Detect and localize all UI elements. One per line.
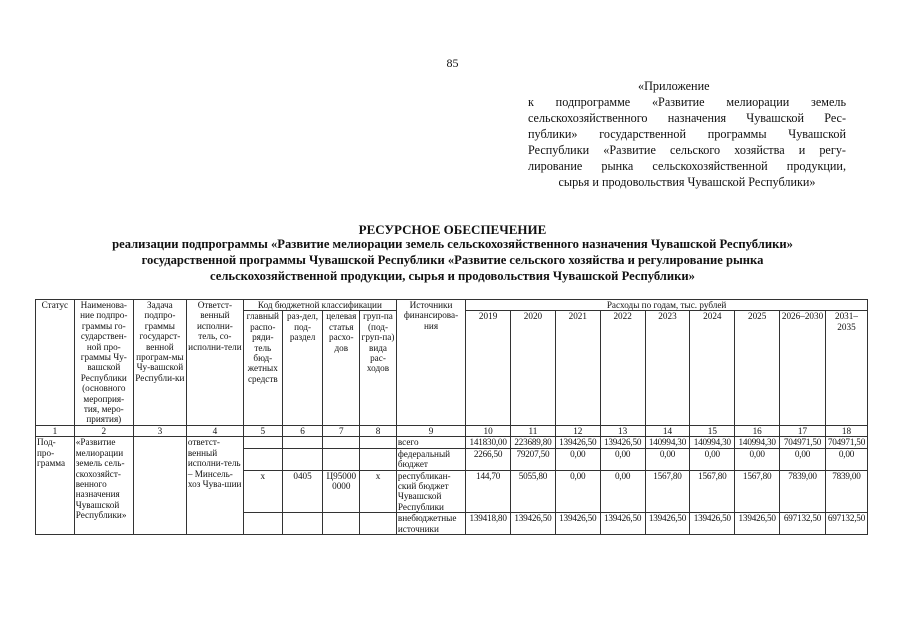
value-cell: 139426,50 [511,513,556,535]
column-number: 13 [600,425,645,436]
value-cell: 139426,50 [555,513,600,535]
code-cell [323,437,360,448]
subtitle-line: сельскохозяйственной продукции, сырья и продовольствия Чувашской Республики» [210,269,695,283]
value-cell: 139426,50 [600,513,645,535]
header-year: 2022 [600,311,645,425]
value-cell: 2266,50 [466,448,511,470]
column-number: 16 [735,425,780,436]
appendix-line: сырья и продовольствия Чувашской Республики» [558,175,816,189]
column-number: 5 [243,425,282,436]
column-number: 10 [466,425,511,436]
code-cell [282,448,323,470]
value-cell: 704971,50 [780,437,826,448]
header-task: Задача подпро-граммы государст-венной програм-мы Чу-вашской Республи-ки [133,300,186,426]
header-sources: Источники финансирова-ния [396,300,465,426]
header-row [36,300,868,311]
header-year: 2019 [466,311,511,425]
header-year: 2020 [511,311,556,425]
value-cell: 139426,50 [645,513,690,535]
appendix-note [528,78,846,190]
value-cell: 139426,50 [690,513,735,535]
value-cell: 1567,80 [735,470,780,513]
appendix-line: лирование рынка сельскохозяйственной продукции, [528,159,846,173]
code-cell [323,513,360,535]
code-cell [360,448,397,470]
column-number: 9 [396,425,465,436]
value-cell: 140994,30 [645,437,690,448]
document-title: РЕСУРСНОЕ ОБЕСПЕЧЕНИЕ [358,222,547,237]
value-cell: 144,70 [466,470,511,513]
appendix-line: Республики «Развитие сельского хозяйства и регу- [528,143,846,157]
source-cell: федеральный бюджет [396,448,465,470]
value-cell: 0,00 [690,448,735,470]
code-cell [282,437,323,448]
value-cell: 697132,50 [825,513,867,535]
column-number: 14 [645,425,690,436]
value-cell: 7839,00 [825,470,867,513]
document-subtitle [40,236,865,284]
code-target-item: Ц95000 0000 [323,470,360,513]
value-cell: 141830,00 [466,437,511,448]
value-cell: 0,00 [735,448,780,470]
header-year: 2026–2030 [780,311,826,425]
code-cell [243,437,282,448]
header-year: 2024 [690,311,735,425]
appendix-line: к подпрограмме «Развитие мелиорации земель [528,95,846,109]
header-year: 2023 [645,311,690,425]
header-name: Наименова-ние подпро-граммы го-сударствен-ной про-граммы Чу-вашской Республики (основного мероприя-тия, меро-приятия) [74,300,133,426]
value-cell: 139418,80 [466,513,511,535]
header-target-item: целевая статья расхо-дов [323,311,360,425]
header-budget-code: Код бюджетной классификации [243,300,396,311]
header-expense-group: груп-па (под-груп-па) вида рас-ходов [360,311,397,425]
value-cell: 0,00 [645,448,690,470]
code-cell [323,448,360,470]
header-expenses: Расходы по годам, тыс. рублей [466,300,868,311]
column-number: 18 [825,425,867,436]
code-cell [243,448,282,470]
column-number: 3 [133,425,186,436]
value-cell: 139426,50 [600,437,645,448]
header-year: 2031–2035 [825,311,867,425]
header-responsible: Ответст-венный исполни-тель, со-исполни-тели [186,300,243,426]
column-number: 17 [780,425,826,436]
value-cell: 0,00 [780,448,826,470]
value-cell: 1567,80 [645,470,690,513]
column-number-row [36,425,868,436]
value-cell: 5055,80 [511,470,556,513]
header-section: раз-дел, под-раздел [282,311,323,425]
column-number: 12 [555,425,600,436]
column-number: 2 [74,425,133,436]
code-cell [360,437,397,448]
value-cell: 223689,80 [511,437,556,448]
value-cell: 697132,50 [780,513,826,535]
column-number: 1 [36,425,75,436]
value-cell: 0,00 [555,470,600,513]
source-cell: всего [396,437,465,448]
value-cell: 7839,00 [780,470,826,513]
header-chief-manager: главный распо-ряди-тель бюд-жетных средств [243,311,282,425]
source-cell: республикан-ский бюджет Чувашской Республики [396,470,465,513]
code-chief-manager: х [243,470,282,513]
code-cell [282,513,323,535]
status-cell: Под-про-грамма [36,437,75,535]
value-cell: 139426,50 [735,513,780,535]
value-cell: 140994,30 [690,437,735,448]
column-number: 4 [186,425,243,436]
column-number: 6 [282,425,323,436]
value-cell: 79207,50 [511,448,556,470]
column-number: 7 [323,425,360,436]
task-cell [133,437,186,535]
value-cell: 0,00 [825,448,867,470]
value-cell: 0,00 [600,448,645,470]
value-cell: 0,00 [555,448,600,470]
value-cell: 704971,50 [825,437,867,448]
code-cell [360,513,397,535]
table-row [36,437,868,448]
header-year: 2021 [555,311,600,425]
value-cell: 0,00 [600,470,645,513]
subtitle-line: государственной программы Чувашской Республики «Развитие сельского хозяйства и регулирование рынка [141,253,764,267]
value-cell: 139426,50 [555,437,600,448]
responsible-cell: ответст-венный исполни-тель – Минсель-хоз Чува-шии [186,437,243,535]
code-expense-group: х [360,470,397,513]
header-status: Статус [36,300,75,426]
appendix-line: «Приложение [638,79,710,93]
subtitle-line: реализации подпрограммы «Развитие мелиорации земель сельскохозяйственного назначения Чувашской Республики» [112,237,793,251]
header-year: 2025 [735,311,780,425]
code-section: 0405 [282,470,323,513]
column-number: 15 [690,425,735,436]
value-cell: 1567,80 [690,470,735,513]
subprogram-name-cell: «Развитие мелиорации земель сель-скохозяйст-венного назначения Чувашской Республики» [74,437,133,535]
column-number: 11 [511,425,556,436]
value-cell: 140994,30 [735,437,780,448]
source-cell: внебюджетные источники [396,513,465,535]
column-number: 8 [360,425,397,436]
appendix-line: сельскохозяйственного назначения Чувашской Рес- [528,111,846,125]
page-number: 85 [446,56,459,70]
appendix-line: публики» государственной программы Чувашской [528,127,846,141]
code-cell [243,513,282,535]
resource-table [35,299,868,535]
